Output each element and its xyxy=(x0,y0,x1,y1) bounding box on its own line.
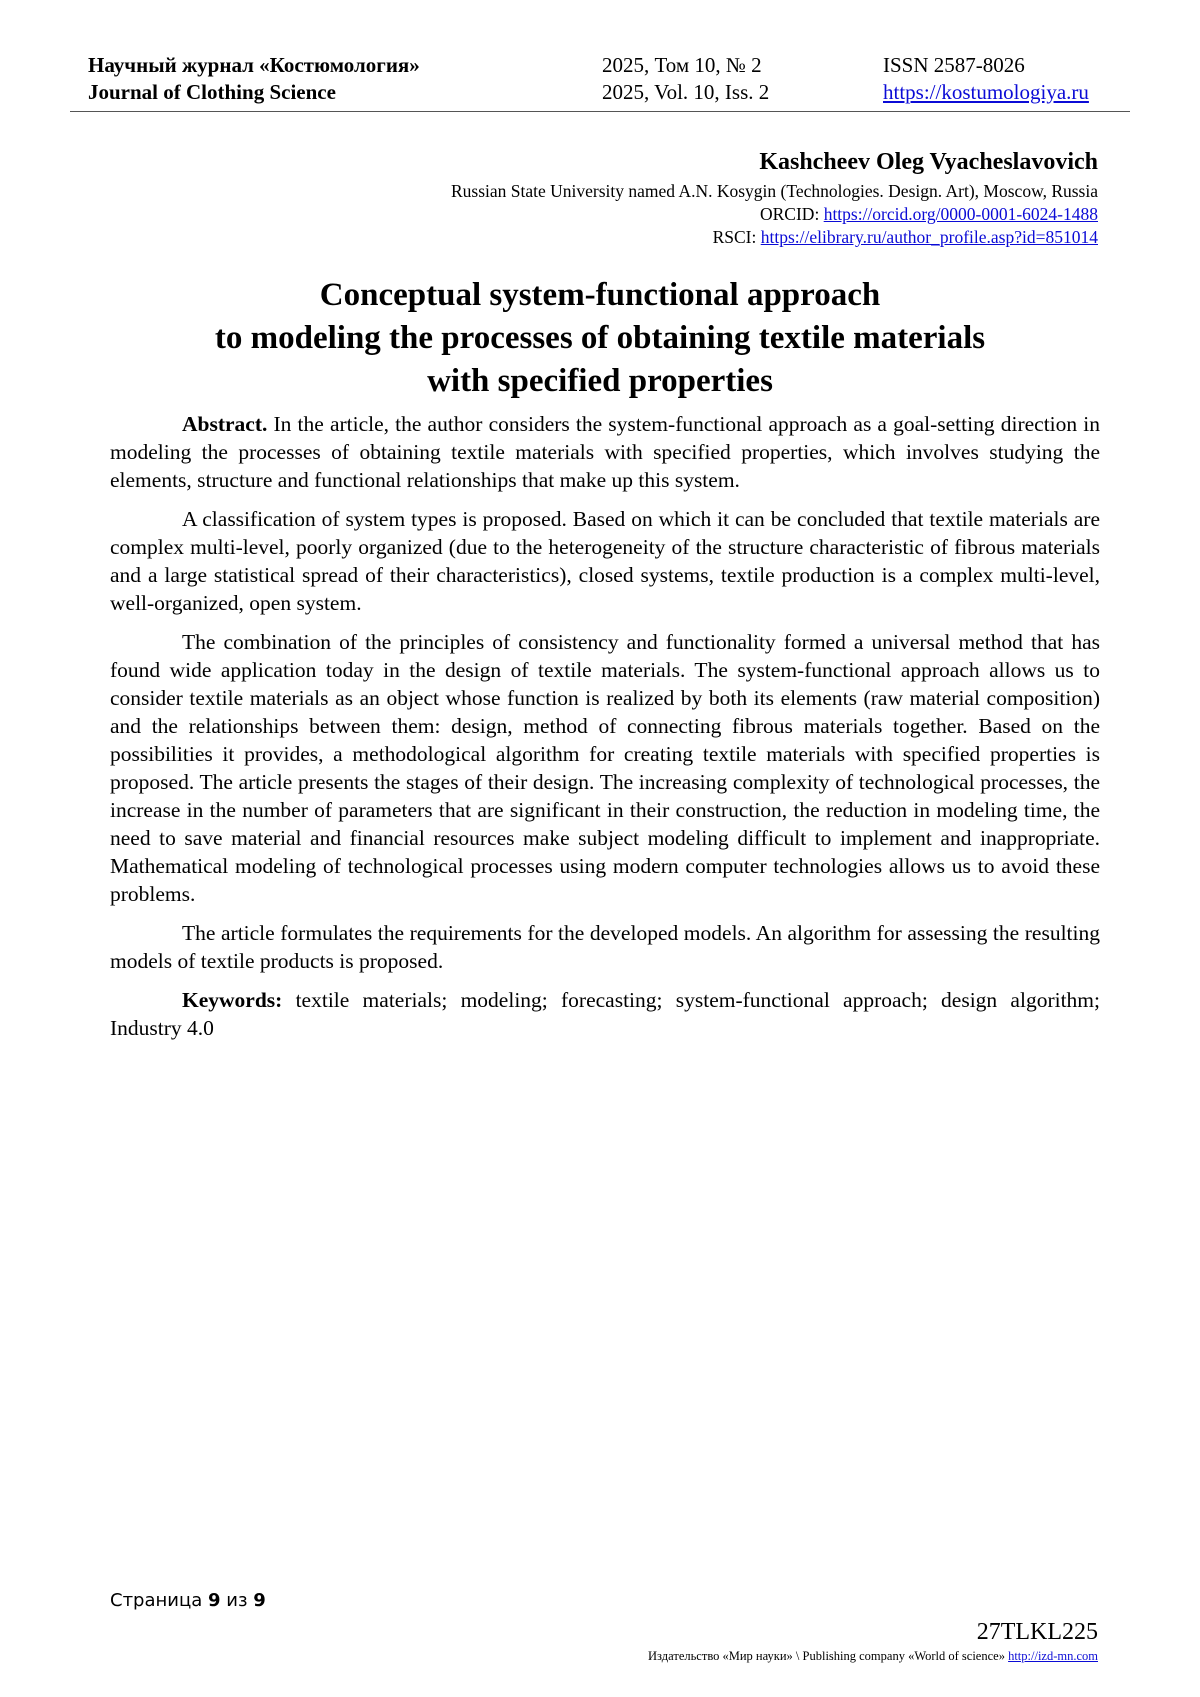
author-name: Kashcheev Oleg Vyacheslavovich xyxy=(759,149,1098,175)
author-rsci xyxy=(451,226,1098,249)
abstract-text-3: The combination of the principles of consistency and functionality formed a universal method that has found wide application today in the design of textile materials. The system-functional approach allows us to consider textile materials as an object whose function is realized by both its elements (raw material composition) and the relationships between them: design, method of connecting fibrous materials together. Based on the possibilities it provides, a methodological algorithm for creating textile materials with specified properties is proposed. The article presents the stages of their design. The increasing complexity of technological processes, the increase in the number of parameters that are significant in their construction, the reduction in modeling time, the need to save material and financial resources make subject modeling difficult to implement and inappropriate. Mathematical modeling of technological processes using modern computer technologies allows us to avoid these problems. xyxy=(110,630,1100,906)
issn: ISSN 2587-8026 xyxy=(883,53,1025,77)
abstract-text-4: The article formulates the requirements for the developed models. An algorithm for assessing the resulting models of textile products is proposed. xyxy=(110,921,1100,973)
article-code: 27TLKL225 xyxy=(976,1619,1098,1645)
abstract-paragraph-4 xyxy=(110,919,1100,975)
journal-site-link[interactable]: https://kostumologiya.ru xyxy=(883,80,1089,104)
journal-name-ru: Научный журнал «Костюмология» xyxy=(88,53,420,77)
abstract-paragraph-1 xyxy=(110,410,1100,494)
orcid-label: ORCID: xyxy=(760,204,820,224)
issue-ru: 2025, Том 10, № 2 xyxy=(602,53,762,77)
issn-column xyxy=(883,52,1089,106)
keywords-text: textile materials; modeling; forecasting; system-functional approach; design algorithm; Industry 4.0 xyxy=(110,988,1100,1040)
publisher-line xyxy=(648,1648,1098,1664)
abstract-text-1: In the article, the author considers the system-functional approach as a goal-setting direction in modeling the processes of obtaining textile materials with specified properties, which involves studying the elements, structure and functional relationships that make up this system. xyxy=(110,412,1100,492)
publisher-text: Издательство «Мир науки» \ Publishing company «World of science» xyxy=(648,1649,1005,1663)
publisher-link[interactable]: http://izd-mn.com xyxy=(1008,1649,1098,1663)
keywords-label: Keywords: xyxy=(182,988,283,1012)
orcid-link[interactable]: https://orcid.org/0000-0001-6024-1488 xyxy=(823,204,1098,224)
title-line-1: Conceptual system-functional approach xyxy=(319,277,881,313)
author-block xyxy=(451,146,1098,249)
journal-name-column xyxy=(88,52,420,106)
journal-name-en: Journal of Clothing Science xyxy=(88,80,336,104)
author-orcid xyxy=(451,203,1098,226)
page-separator: из xyxy=(226,1590,248,1611)
rsci-link[interactable]: https://elibrary.ru/author_profile.asp?id=851014 xyxy=(760,227,1098,247)
page-total: 9 xyxy=(253,1590,266,1611)
rsci-label: RSCI: xyxy=(712,227,757,247)
journal-header xyxy=(88,52,1124,112)
page-current: 9 xyxy=(208,1590,221,1611)
title-line-3: with specified properties xyxy=(427,363,773,399)
abstract-paragraph-2 xyxy=(110,505,1100,617)
abstract-paragraph-3 xyxy=(110,628,1100,908)
abstract-label: Abstract. xyxy=(182,412,268,436)
page-prefix: Страница xyxy=(110,1590,203,1611)
article-title xyxy=(100,274,1100,403)
abstract xyxy=(110,410,1100,1053)
title-line-2: to modeling the processes of obtaining textile materials xyxy=(214,320,986,356)
author-affiliation: Russian State University named A.N. Kosygin (Technologies. Design. Art), Moscow, Russia xyxy=(450,181,1098,201)
keywords-paragraph xyxy=(110,986,1100,1042)
header-divider xyxy=(70,111,1130,112)
page-counter xyxy=(110,1590,266,1612)
abstract-text-2: A classification of system types is proposed. Based on which it can be concluded that textile materials are complex multi-level, poorly organized (due to the heterogeneity of the structure characteristic of fibrous materials and a large statistical spread of their characteristics), closed systems, textile production is a complex multi-level, well-organized, open system. xyxy=(110,507,1100,615)
issue-column xyxy=(602,52,769,106)
issue-en: 2025, Vol. 10, Iss. 2 xyxy=(602,80,770,104)
